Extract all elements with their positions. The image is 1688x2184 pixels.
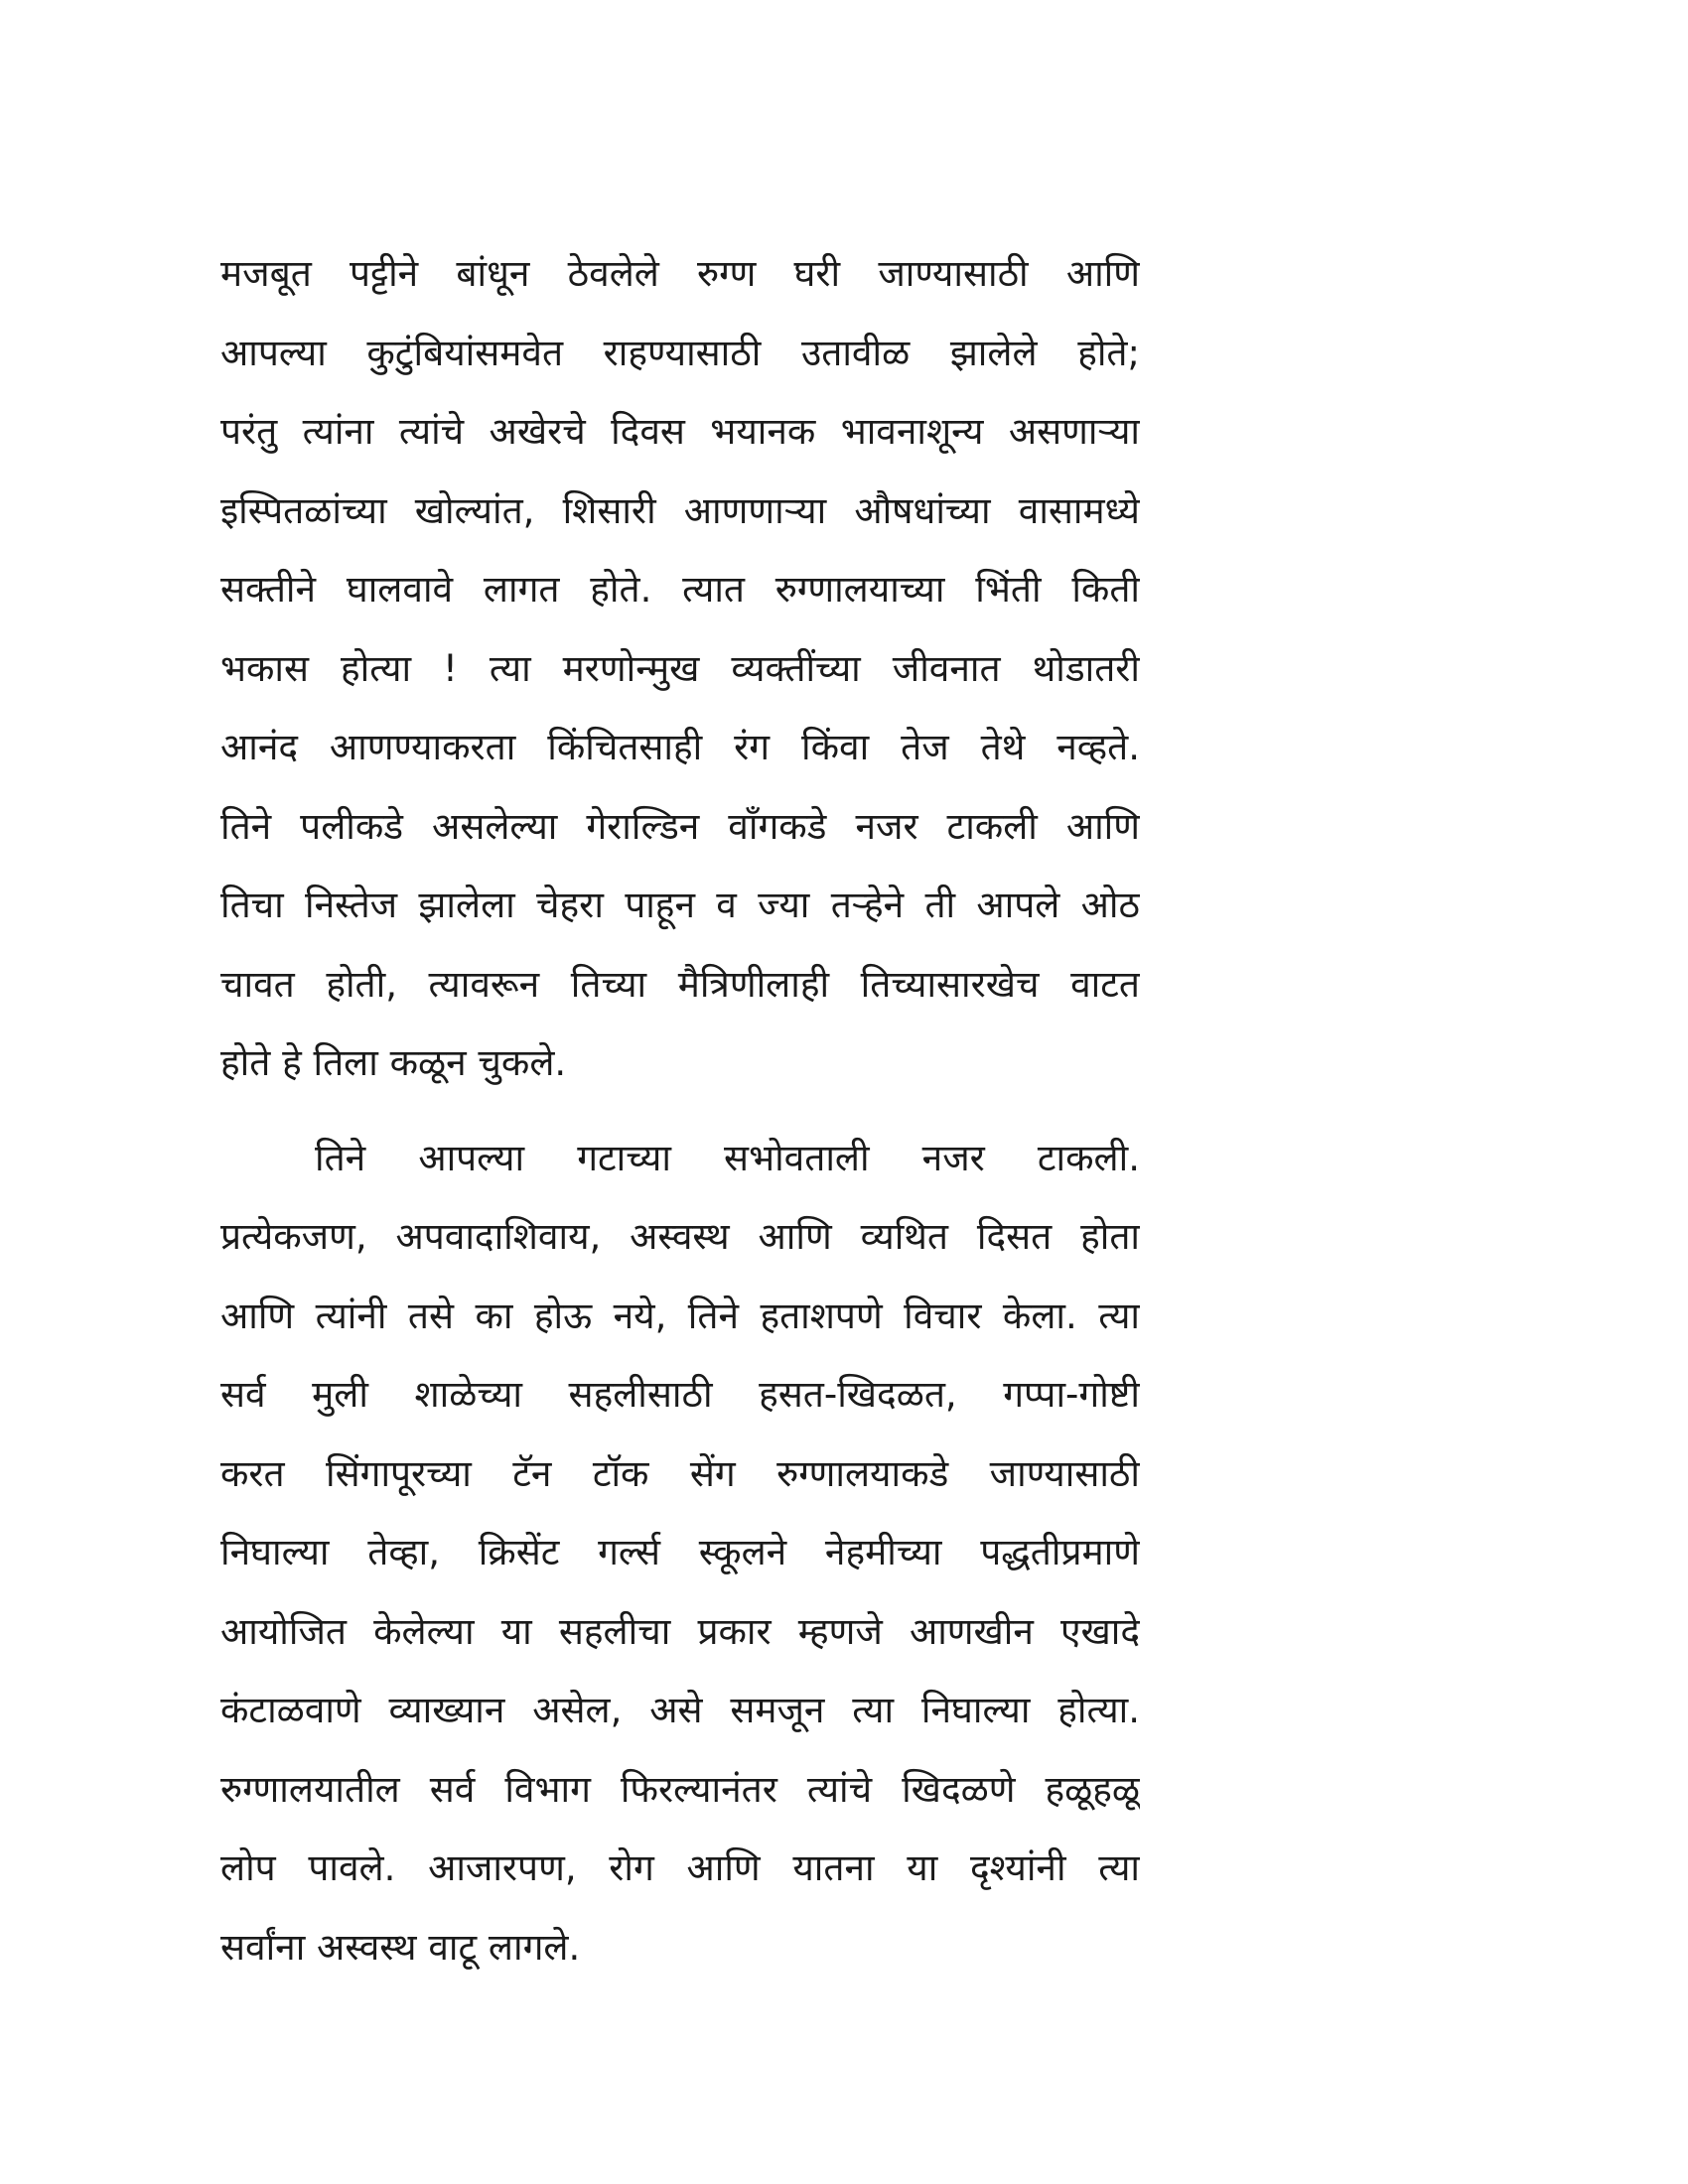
text-line: लोप पावले. आजारपण, रोग आणि यातना या दृश्यांनी त्या	[220, 1846, 1140, 1889]
text-line: आणि त्यांनी तसे का होऊ नये, तिने हताशपणे विचार केला. त्या	[220, 1294, 1140, 1337]
paragraph-gap	[220, 1103, 1140, 1119]
text-line: करत सिंगापूरच्या टॅन टॉक सेंग रुग्णालयाकडे जाण्यासाठी	[220, 1451, 1140, 1495]
text-line: होते हे तिला कळून चुकले.	[220, 1041, 567, 1084]
text-line: सर्व मुली शाळेच्या सहलीसाठी हसत-खिदळत, गप्पा-गोष्टी	[220, 1373, 1140, 1416]
text-line: रुग्णालयातील सर्व विभाग फिरल्यानंतर त्यांचे खिदळणे हळूहळू	[220, 1767, 1140, 1811]
paragraph-1	[220, 234, 1140, 1103]
text-line: परंतु त्यांना त्यांचे अखेरचे दिवस भयानक भावनाशून्य असणाऱ्या	[220, 410, 1140, 453]
body-text	[220, 234, 1140, 1986]
text-line: भकास होत्या ! त्या मरणोन्मुख व्यक्तींच्या जीवनात थोडातरी	[220, 646, 1140, 690]
text-line: मजबूत पट्टीने बांधून ठेवलेले रुग्ण घरी जाण्यासाठी आणि	[220, 252, 1140, 295]
text-line: तिने पलीकडे असलेल्या गेराल्डिन वाँगकडे नजर टाकली आणि	[220, 804, 1140, 848]
text-line: सक्तीने घालवावे लागत होते. त्यात रुग्णालयाच्या भिंती किती	[220, 568, 1140, 611]
paragraph-2	[220, 1119, 1140, 1987]
text-line: इस्पितळांच्या खोल्यांत, शिसारी आणणाऱ्या औषधांच्या वासामध्ये	[220, 488, 1140, 532]
text-line: निघाल्या तेव्हा, क्रिसेंट गर्ल्स स्कूलने नेहमीच्या पद्धतीप्रमाणे	[220, 1531, 1140, 1573]
text-line: आयोजित केलेल्या या सहलीचा प्रकार म्हणजे आणखीन एखादे	[220, 1609, 1140, 1653]
text-line: आनंद आणण्याकरता किंचितसाही रंग किंवा तेज तेथे नव्हते.	[220, 726, 1140, 768]
text-line: तिने आपल्या गटाच्या सभोवताली नजर टाकली.	[315, 1136, 1140, 1179]
text-line: तिचा निस्तेज झालेला चेहरा पाहून व ज्या तऱ्हेने ती आपले ओठ	[220, 884, 1140, 926]
text-line: आपल्या कुटुंबियांसमवेत राहण्यासाठी उतावीळ झालेले होते;	[220, 331, 1140, 374]
text-line: प्रत्येकजण, अपवादाशिवाय, अस्वस्थ आणि व्यथित दिसत होता	[220, 1215, 1140, 1258]
text-line: सर्वांना अस्वस्थ वाटू लागले.	[220, 1925, 581, 1969]
text-line: चावत होती, त्यावरून तिच्या मैत्रिणीलाही तिच्यासारखेच वाटत	[220, 962, 1140, 1006]
text-line: कंटाळवाणे व्याख्यान असेल, असे समजून त्या निघाल्या होत्या.	[220, 1689, 1140, 1731]
